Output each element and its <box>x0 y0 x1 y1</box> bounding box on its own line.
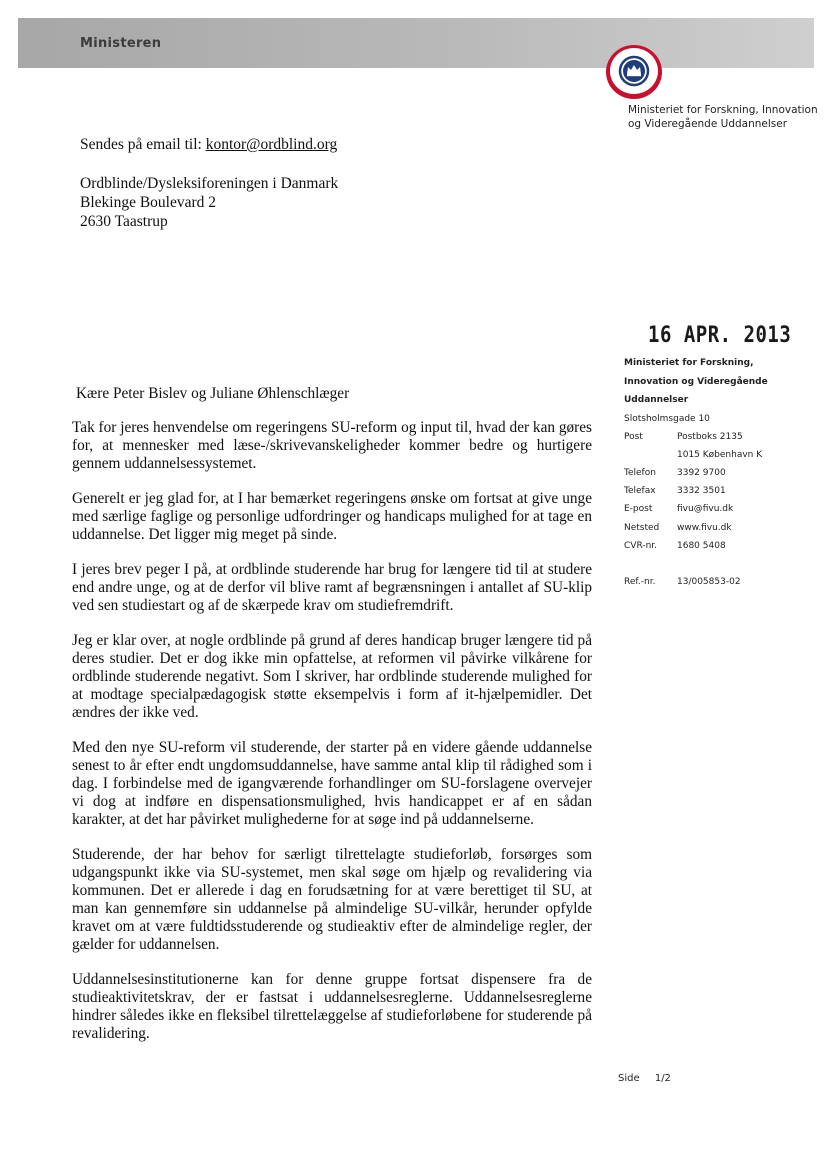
letter-paragraph: Studerende, der har behov for særligt tilrettelagte studieforløb, forsørges som udgangspunkt ikke via SU-systemet, men skal søge om hjælp og revalidering via kommunen. Det er allerede i dag en forudsætning for at være berettiget til SU, at man kan gennemføre sin uddannelse på almindelige SU-vilkår, herunder opfylde kravet om at være fuldtidsstuderende og studieaktiv efter de almindelige regler, der gælder for uddannelsen. <box>72 846 592 953</box>
post-value: Postboks 2135 <box>677 431 743 442</box>
send-line <box>80 136 337 154</box>
phone-label: Telefon <box>624 468 656 479</box>
sender-city-row <box>624 446 814 464</box>
recipient-address <box>80 174 338 231</box>
sender-fax-row <box>624 482 814 500</box>
sender-post-row <box>624 428 814 446</box>
date-stamp: 16 APR. 2013 <box>648 322 792 348</box>
web-label: Netsted <box>624 522 660 533</box>
recipient-line3: 2630 Taastrup <box>80 213 168 230</box>
sender-info-sidebar <box>624 354 814 591</box>
page-number <box>618 1073 671 1084</box>
fax-label: Telefax <box>624 486 656 497</box>
sender-web-row <box>624 519 814 537</box>
ministry-name-line2: og Videregående Uddannelser <box>628 118 788 130</box>
page-label: Side <box>618 1073 640 1084</box>
sender-org-line1: Ministeriet for Forskning, <box>624 358 754 368</box>
letter-body <box>72 385 592 1060</box>
cvr-label: CVR-nr. <box>624 540 658 551</box>
send-prefix: Sendes på email til: <box>80 136 202 153</box>
recipient-line1: Ordblinde/Dysleksiforeningen i Danmark <box>80 175 339 192</box>
sender-phone-row <box>624 464 814 482</box>
email-value: fivu@fivu.dk <box>677 504 734 515</box>
recipient-line2: Blekinge Boulevard 2 <box>80 194 217 211</box>
page-value: 1/2 <box>654 1073 671 1084</box>
sender-email-row <box>624 500 814 518</box>
ref-value: 13/005853-02 <box>677 577 741 587</box>
header-title: Ministeren <box>80 36 162 51</box>
recipient-email-link[interactable]: kontor@ordblind.org <box>205 136 338 153</box>
post-label: Post <box>624 431 643 442</box>
post-city: 1015 København K <box>677 449 763 460</box>
letter-paragraph: Generelt er jeg glad for, at I har bemærket regeringens ønske om fortsat at give unge med særlige faglige og personlige udfordringer og handicaps mulighed for at tage en uddannelse. Det ligger mig meget på sinde. <box>72 490 592 543</box>
sender-org-line3: Uddannelser <box>624 395 689 405</box>
sender-street-value: Slotsholmsgade 10 <box>624 413 710 424</box>
letter-paragraph: I jeres brev peger I på, at ordblinde studerende har brug for længere tid til at studere end andre unge, og at de derfor vil blive ramt af begrænsningen i antallet af SU-klip ved sen studiestart og af de skærpede krav om studiefremdrift. <box>72 561 592 614</box>
sender-ref-row <box>624 573 814 591</box>
letter-paragraph: Med den nye SU-reform vil studerende, der starter på en videre gående uddannelse senest to år efter endt ungdomsuddannelse, have samme antal klip til rådighed som i dag. I forbindelse med de igangværende forhandlinger om SU-forslagene overvejer vi dog at indføre en dispensationsmulighed, hvis handicappet er af en sådan karakter, at det har påvirket mulighederne for at søge ind på uddannelserne. <box>72 739 592 828</box>
sender-cvr-row <box>624 537 814 555</box>
ministry-name-line1: Ministeriet for Forskning, Innovation <box>628 104 818 116</box>
email-label: E-post <box>624 504 653 515</box>
sender-street <box>624 410 814 428</box>
fax-value: 3332 3501 <box>677 486 726 497</box>
web-value: www.fivu.dk <box>677 522 732 533</box>
letter-paragraph: Uddannelsesinstitutionerne kan for denne gruppe fortsat dispensere fra de studieaktivitetskrav, der er fastsat i uddannelsesreglerne. Uddannelsesreglerne hindrer således ikke en fleksibel tilrettelæggelse af studieforløbene for studerende på revalidering. <box>72 971 592 1042</box>
ministry-name <box>628 103 818 131</box>
sender-org-line2: Innovation og Videregående <box>624 376 768 387</box>
ref-label: Ref.-nr. <box>624 577 656 587</box>
letter-paragraph: Tak for jeres henvendelse om regeringens SU-reform og input til, hvad der kan gøres for, at mennesker med læse-/skrivevanskeligheder kommer bedre og hurtigere gennem uddannelsessystemet. <box>72 419 592 472</box>
salutation: Kære Peter Bislev og Juliane Øhlenschlæger <box>76 385 350 402</box>
phone-value: 3392 9700 <box>677 468 726 479</box>
cvr-value: 1680 5408 <box>677 540 726 551</box>
letter-paragraph: Jeg er klar over, at nogle ordblinde på grund af deres handicap bruger længere tid på deres studier. Det er dog ikke min opfattelse, at reformen vil påvirke vilkårene for ordblinde studerende negativt. Som I skriver, har ordblinde studerende mulighed for at modtage specialpædagogisk støtte eksempelvis i form af it-hjælpemidler. Det ændres der ikke ved. <box>72 632 592 721</box>
crown-icon <box>603 40 665 102</box>
